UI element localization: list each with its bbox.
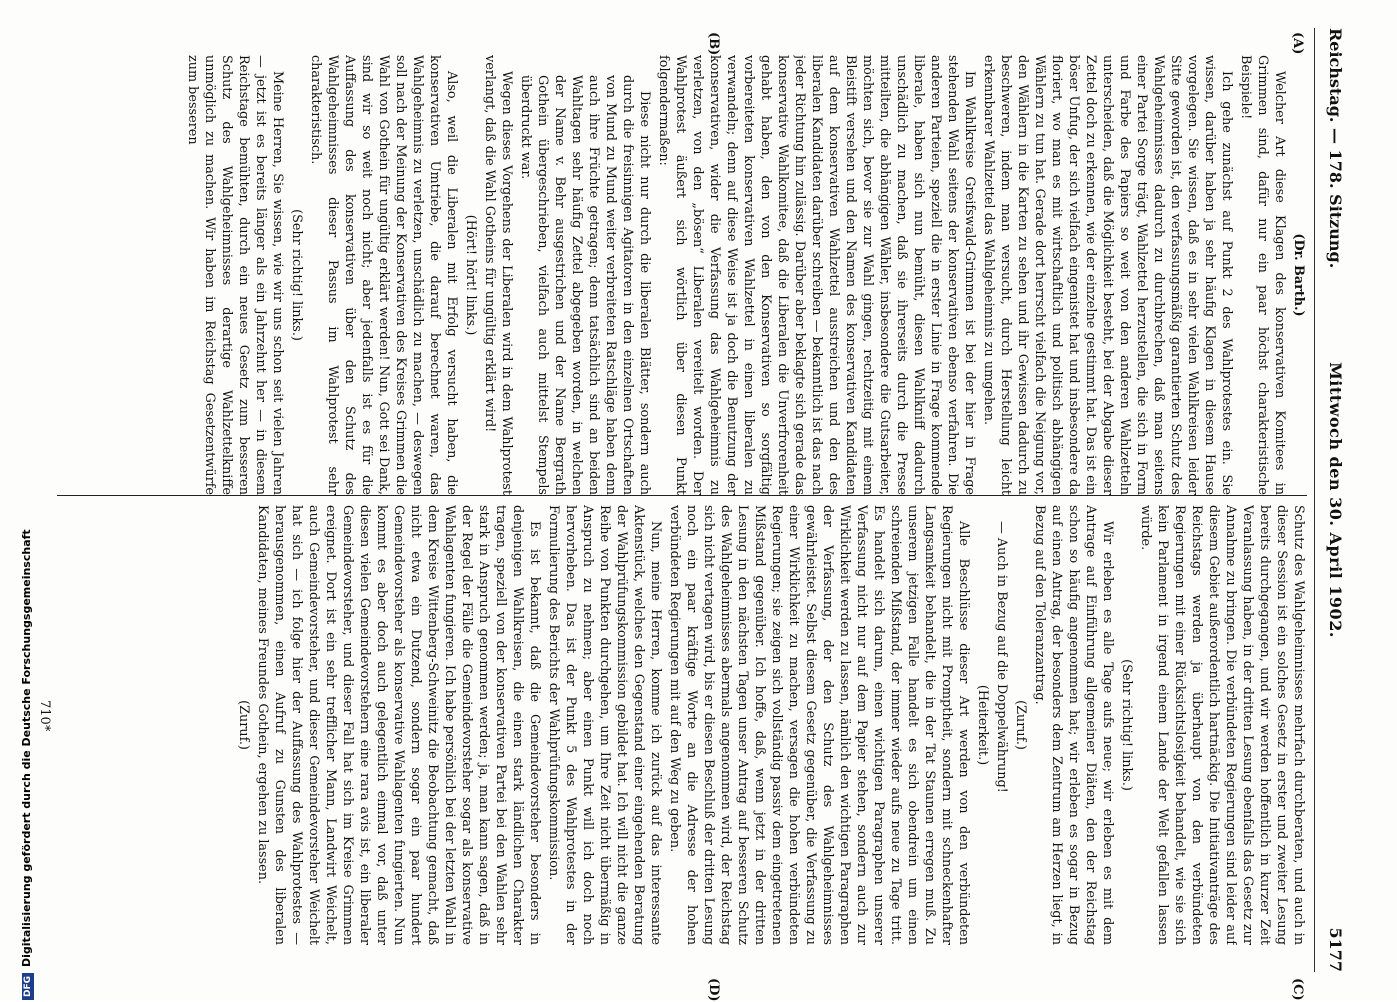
header-left: Reichstag. — 178. Sitzung.: [1326, 28, 1345, 269]
quote: Diese nicht nur durch die liberalen Blätter, sondern auch durch die freisinnigen Agitatoren in den einzelnen Ortschaften von Mund zu Mund weiter verbreiteten Ratschläge haben denn auch ihre Früchte getragen; denn tatsächlich sind an beiden Wahltagen sehr häufig Zettel abgegeben worden, in welchen der Name v. Behr ausgestrichen und der Name Bergrath Gothein übergeschrieben, vielfach auch mittelst Stempels überdruckt war.: [518, 75, 652, 495]
interjection: (Sehr richtig! links.): [289, 209, 304, 341]
interjection: (Zuruf.): [1013, 700, 1028, 750]
page-header: [1317, 28, 1357, 972]
speaker-line: (Dr. Barth.): [1291, 233, 1306, 317]
page-number: 5177: [1326, 927, 1345, 972]
marker-d: (D): [706, 978, 721, 1002]
header-center: Mittwoch den 30. April 1902.: [1326, 362, 1345, 638]
paragraph: Alle Beschlüsse dieser Art werden von den verbündeten Regierungen nicht mit Promptheit, sondern mit schneckenhafter Langsamkeit behandelt, die in der Tat Staunen erregen muß. Zu unserem jetzigen Falle handelt es sich obendrein um einen schreienden Mißstand, der immer wieder aufs neue zu Tage tritt. Es handelt sich darum, einen wichtigen Paragraphen unserer Verfassung nicht nur auf dem Papier stehen, sondern auch zur Wirklichkeit werden zu lassen, nämlich den wichtigen Paragraphen der Verfassung, der den Schutz des Wahlgeheimnisses gewährleistet. Selbst diesem Gesetz gegenüber, die Verfassung zu einer Wirklichkeit zu machen, versagen die hohen verbündeten Regierungen; sie zeigen sich vollständig passiv dem eingetretenen Mißstand gegenüber. Ich hoffe, daß, wenn jetzt in der dritten Lesung in den nächsten Tagen unser Antrag auf besseren Schutz des Wahlgeheimnisses abermals angenommen wird, der Reichstag sich nicht vertagen wird, bis er diesen Beschluß der dritten Lesung noch ein paar kräftige Worte an die Adresse der hohen verbündeten Regierungen mit auf den Weg zu geben.: [667, 505, 971, 945]
interjection: (Zuruf.): [236, 700, 251, 750]
interjection: (Heiterkeit.): [975, 684, 990, 766]
marker-b: (B): [706, 32, 721, 56]
right-column: [57, 505, 1307, 945]
paragraph: — Auch in Bezug auf die Doppelwährung!: [994, 521, 1009, 793]
paragraph: Im Wahlkreise Greifswald-Grimmen ist bei der hier in Frage stehenden Wahl seitens der konservativen ebenso verfahren. Die anderen Parteien, speziell die in erster Linie in Frage kommende liberale, haben sich nun bemüht, diesen Wahlkniff dadurch unschädlich zu machen, daß sie ihrerseits durch die Presse mitteilten, die abhängigen Wähler, insbesondere die Gutsarbeiter, möchten sich, bevor sie zur Wahl gingen, rechtzeitig mit einem Bleistift versehen und den Namen des konservativen Kandidaten auf dem konservativen Wahlzettel ausstreichen und den des liberalen Kandidaten darüber schreiben — bekanntlich ist das nach jeder Richtung hin zulässig. Darüber aber beklagte sich gerade das konservative Wahlkomitee, daß die Liberalen die Unverfrorenheit gehabt haben, den von den Konservativen so sorgfältig vorbereiteten konservativen Wahlzettel in einen liberalen zu verwandeln; denn auf diese Weise ist ja doch die Benutzung der konservativen, wider die Verfassung das Wahlgeheimnis zu verletzen, von den „bösen“ Liberalen vereitelt worden. Der Wahlprotest äußert sich wörtlich über diesen Punkt folgendermaßen:: [656, 55, 977, 495]
paragraph: Es ist bekannt, daß die Gemeindevorsteher besonders in denjenigen Wahlkreisen, die einen stark ländlichen Charakter tragen, speziell von der konservativen Partei bei den Wahlen sehr stark in Anspruch genommen werden; ja, man kann sagen, daß in der Regel der Fälle die Gemeindevorsteher sogar als konservative Wahlagenten fungieren. Ich habe persönlich bei der letzten Wahl in dem Kreise Wittenberg-Schweinitz die Beobachtung gemacht, daß nicht etwa ein Dutzend, sondern sogar ein paar hundert Gemeindevorsteher als konservative Wahlagenten fungierten. Nun kommt es aber doch auch gelegentlich einmal vor, daß unter diesen vielen Gemeindevorstehern eine rara avis ist, ein liberaler Gemeindevorsteher, und dieser Fall hat sich im Kreise Grimmen ereignet. Dort ist ein sehr trefflicher Mann, Landwirt Weichelt, auch Gemeindevorsteher, und dieser Gemeindevorsteher Weichelt hat sich — ich folge hier der Auffassung des Wahlprotestes — herausgenommen, einen Aufruf zu Gunsten des liberalen Kandidaten, meines Freundes Gothein, ergehen zu lassen.: [255, 505, 542, 945]
marker-a: (A): [1290, 32, 1305, 55]
paragraph: Nun, meine Herren, komme ich zurück auf das interessante Aktenstück, welches den Gegenstand einer eingehenden Beratung der Wahlprüfungskommission gebildet hat. Ich will nicht die ganze Reihe von Punkten durchgehen, um Ihre Zeit nicht übermäßig in Anspruch zu nehmen; aber einen Punkt will ich doch noch hervorheben. Das ist der Punkt 5 des Wahlprotestes in der Formulierung des Berichts der Wahlprüfungskommission.: [546, 505, 663, 945]
paragraph: Welcher Art diese Klagen des konservativen Komitees in Grimmen sind, dafür nur ein paar höchst charakteristische Beispiele!: [1238, 55, 1287, 495]
paragraph: Also, weil die Liberalen mit Erfolg versucht haben, die konservativen Umtriebe, die darauf berechnet waren, das Wahlgeheimnis zu verletzen, unschädlich zu machen, — deswegen soll nach der Meinung der Konservativen des Kreises Grimmen die Wahl von Gothein für ungültig erklärt werden! Nun, Gott sei Dank, sind wir so weit noch nicht; aber jedenfalls ist es für die Auffassung des konservativen über den Schutz des Wahlgeheimnisses dieser Passus im Wahlprotest sehr charakteristisch.: [308, 55, 459, 495]
dfg-logo: DFG: [22, 973, 34, 1000]
paragraph: Ich gehe zunächst auf Punkt 2 des Wahlprotestes ein. Sie wissen, darüber haben ja sehr häufig Klagen in diesem Hause vorgelegen. Sie wissen, daß es in sehr vielen Wahlkreisen leider Sitte geworden ist, den verfassungsmäßig garantierten Schutz des Wahlgeheimnisses dadurch zu durchbrechen, daß man seitens einer Partei Sorge trägt, Wahlzettel herzustellen, die sich in Form und Farbe des Papiers so weit von den anderen Wahlzetteln unterscheiden, daß die Möglichkeit besteht, bei der Abgabe dieser Zettel doch zu erkennen, wie der einzelne gestimmt hat. Das ist ein böser Unfug, der sich vielfach eingenistet hat und insbesondere da floriert, wo man es mit wirtschaftlich und politisch abhängigen Wählern zu tun hat. Gerade dort herrscht vielfach die Neigung vor, den Wählern in die Karten zu sehen und ihr Gewissen dadurch zu beschweren, indem man versucht, durch Herstellung leicht erkennbarer Wahlzettel das Wahlgeheimnis zu umgehen.: [981, 55, 1234, 495]
header-rule: [1314, 28, 1315, 972]
paragraph: Meine Herren, Sie wissen, wie wir uns schon seit vielen Jahren — jetzt ist es bereits länger als ein Jahrzehnt her — in diesem Reichstage bemühten, durch ein neues Gesetz zum besseren Schutz des Wahlgeheimnisses derartige Wahlzettelkniffe unmöglich zu machen. Wir haben im Reichstag Gesetzentwürfe zum besseren: [185, 55, 285, 495]
interjection: (Sehr richtig! links.): [1119, 659, 1134, 791]
left-column: [57, 55, 1307, 495]
funding-text: Digitalisierung gefördert durch die Deutsche Forschungsgemeinschaft: [20, 529, 33, 967]
page-footer: 710*: [37, 700, 52, 732]
paragraph: Wegen dieses Vorgehens der Liberalen wird in dem Wahlprotest verlangt, daß die Wahl Gotheins für ungültig erklärt wird!: [482, 55, 514, 495]
paragraph: Wir erleben es alle Tage aufs neue; wir erleben es mit dem Antrage auf Einführung allgemeiner Diäten, den der Reichstag schon so häufig angenommen hat; wir erleben es sogar in Bezug auf einen Antrag, der besonders dem Zentrum am Herzen liegt, in Bezug auf den Toleranzantrag.: [1032, 505, 1115, 945]
interjection: (Hört! hört! links.): [463, 214, 478, 336]
paragraph: Schutz des Wahlgeheimnisses mehrfach durchberaten, und auch in dieser Session ist ein solches Gesetz in erster und zweiter Lesung bereits durchgegangen, und wir werden hoffentlich in kurzer Zeit Veranlassung haben, in der dritten Lesung ebenfalls das Gesetz zur Annahme zu bringen. Die verbündeten Regierungen sind leider auf diesem Gebiet außerordentlich hartnäckig. Die Initiativanträge des Reichstags werden ja überhaupt von den verbündeten Regierungen mit einer Rücksichtslosigkeit behandelt, wie sie sich kein Parlament in irgend einem Lande der Welt gefallen lassen würde.: [1138, 505, 1306, 945]
column-divider: [57, 495, 1307, 496]
marker-c: (C): [1290, 978, 1305, 1001]
